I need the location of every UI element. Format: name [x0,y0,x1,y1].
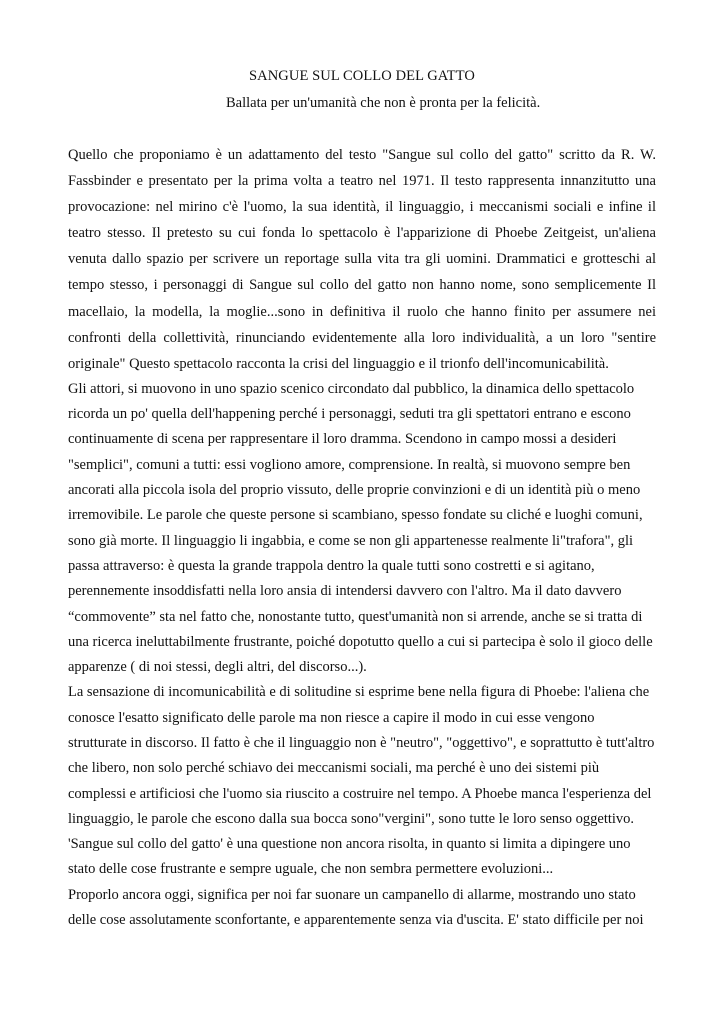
paragraph-today: Proporlo ancora oggi, significa per noi far suonare un campanello di allarme, mostrando uno stato delle cose assolutamente sconfortante, e apparentemente senza via d'uscita. E' stato difficile per noi [68,886,644,929]
document-subtitle: Ballata per un'umanità che non è pronta per la felicità. [226,95,541,111]
document-body [68,142,656,933]
paragraph-unresolved: 'Sangue sul collo del gatto' è una questione non ancora risolta, in quanto si limita a dipingere uno stato delle cose frustrante e sempre uguale, che non sembra permettere evoluzioni... [68,836,631,878]
paragraph-phoebe: La sensazione di incomunicabilità e di solitudine si esprime bene nella figura di Phoebe: l'aliena che conosce l'esatto significato delle parole ma non riesce a capire il modo in cui esse vengono strutturate in discorso. Il fatto è che il linguaggio non è "neutro", "oggettivo", e soprattutto è tutt'altro che libero, non solo perché schiavo dei meccanismi sociali, ma perché è uno dei sistemi più complessi e artificiosi che l'uomo sia riuscito a costruire nel tempo. A Phoebe manca l'esperienza del linguaggio, le parole che escono dalla sua bocca sono"vergini", sono tutte le loro senso oggettivo. [68,684,655,827]
paragraph-intro: Quello che proponiamo è un adattamento del testo "Sangue sul collo del gatto" scritto da R. W. Fassbinder e presentato per la prima volta a teatro nel 1971. Il testo rappresenta innanzitutto una provocazione: nel mirino c'è l'uomo, la sua identità, il linguaggio, i meccanismi sociali e infine il teatro stesso. Il pretesto su cui fonda lo spettacolo è l'apparizione di Phoebe Zeitgeist, un'aliena venuta dallo spazio per scrivere un reportage sulla vita tra gli uomini. Drammatici e grotteschi al tempo stesso, i personaggi di Sangue sul collo del gatto non hanno nome, sono semplicemente Il macellaio, la modella, la moglie...sono in definitiva il ruolo che hanno finito per assumere nei confronti della collettività, rinunciando evidentemente alla loro individualità, a un loro "sentire originale" Questo spettacolo racconta la crisi del linguaggio e il trionfo dell'incomunicabilità. [68,147,656,372]
paragraph-actors: Gli attori, si muovono in uno spazio scenico circondato dal pubblico, la dinamica dello spettacolo ricorda un po' quella dell'happening perché i personaggi, seduti tra gli spettatori entrano e escono continuamente di scena per rappresentare il loro dramma. Scendono in campo mossi a desideri "semplici", comuni a tutti: essi vogliono amore, comprensione. In realtà, si muovono sempre ben ancorati alla piccola isola del proprio vissuto, delle proprie convinzioni e di un identità più o meno irremovibile. Le parole che queste persone si scambiano, spesso fondate su cliché e luoghi comuni, sono già morte. Il linguaggio li ingabbia, e come se non gli appartenesse realmente li"trafora", gli passa attraverso: è questa la grande trappola dentro la quale tutti sono costretti e si agitano, perennemente insoddisfatti nella loro ansia di intendersi davvero con l'altro. Ma il dato davvero “commovente” sta nel fatto che, nonostante tutto, quest'umanità non si arrende, anche se si tratta di una ricerca ineluttabilmente frustrante, poiché dopotutto quello a cui si partecipa è solo il gioco delle apparenze ( di noi stessi, degli altri, del discorso...). [68,380,653,676]
document-title: SANGUE SUL COLLO DEL GATTO [249,68,475,84]
